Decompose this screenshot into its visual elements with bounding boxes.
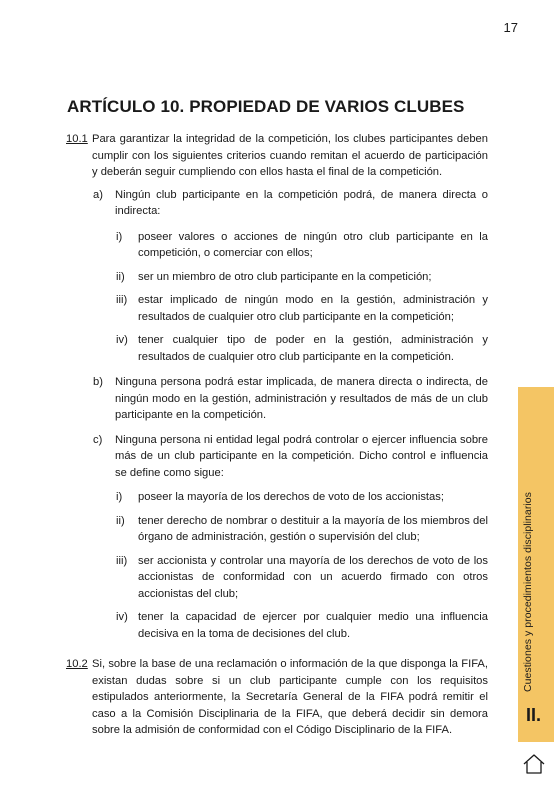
sub-item-number: i) <box>116 230 123 243</box>
list-item-c <box>66 432 488 482</box>
sub-item <box>66 489 488 506</box>
section-number: 10.1 <box>66 133 88 145</box>
sub-item-text: ser accionista y controlar una mayoría de los derechos de voto de los accionistas de conformidad con un acuerdo firmado con otros accionistas del club; <box>138 554 488 600</box>
sub-item-number: iii) <box>116 294 128 306</box>
sub-item-text: tener derecho de nombrar o destituir a la mayoría de los miembros del órgano de administración, gestión o supervisión del club; <box>138 514 488 543</box>
chapter-tab-label: Cuestiones y procedimientos disciplinarios <box>522 492 534 692</box>
page-number: 17 <box>503 20 518 35</box>
article-body <box>66 131 488 739</box>
sub-item-text: poseer valores o acciones de ningún otro club participante en la competición, o comerciar con ellos; <box>138 230 488 259</box>
sub-item <box>66 229 488 262</box>
list-item-a <box>66 187 488 220</box>
list-item-b <box>66 374 488 424</box>
sub-item-text: estar implicado de ningún modo en la gestión, administración y resultados de cualquier otro club participante en la competición; <box>138 294 488 323</box>
sub-item-number: iii) <box>116 554 128 567</box>
sub-item-number: ii) <box>116 514 125 527</box>
sub-item-text: ser un miembro de otro club participante en la competición; <box>138 270 432 283</box>
item-letter: b) <box>93 376 103 388</box>
sub-item <box>66 292 488 325</box>
sub-item <box>66 332 488 365</box>
sub-item-number: iv) <box>116 334 128 346</box>
sub-item <box>66 553 488 603</box>
chapter-side-tab[interactable] <box>518 387 554 742</box>
sub-item-text: poseer la mayoría de los derechos de voto de los accionistas; <box>138 491 444 503</box>
page-title: ARTÍCULO 10. PROPIEDAD DE VARIOS CLUBES <box>67 97 465 116</box>
sub-item-number: iv) <box>116 611 128 623</box>
chapter-number: II. <box>526 705 542 725</box>
sub-item <box>66 513 488 546</box>
sub-item <box>66 269 488 286</box>
item-text: Ninguna persona ni entidad legal podrá controlar o ejercer influencia sobre más de un club participante en la competición. Dicho control e influencia se define como sigue: <box>115 433 488 479</box>
sub-item-number: ii) <box>116 270 125 283</box>
section-number: 10.2 <box>66 658 88 670</box>
sub-item-number: i) <box>116 491 123 503</box>
home-icon[interactable] <box>522 752 546 776</box>
sub-item-text: tener cualquier tipo de poder en la gestión, administración y resultados de cualquier otro club participante en la competición. <box>138 334 488 363</box>
item-text: Ninguna persona podrá estar implicada, de manera directa o indirecta, de ningún modo en la gestión, administración y resultados de más de un club participante en la competición. <box>115 376 488 421</box>
sub-item-text: tener la capacidad de ejercer por cualquier medio una influencia decisiva en la toma de decisiones del club. <box>138 611 488 640</box>
item-text: Ningún club participante en la competición podrá, de manera directa o indirecta: <box>115 188 488 217</box>
item-letter: c) <box>93 433 103 446</box>
section-text: Para garantizar la integridad de la competición, los clubes participantes deben cumplir con los siguientes criterios cuando remitan el acuerdo de participación y deberán seguir cumpliendo con ellos hasta el final de la competición. <box>92 133 488 178</box>
section-10-2 <box>66 656 488 739</box>
item-letter: a) <box>93 188 103 201</box>
sub-item <box>66 609 488 642</box>
section-text: Si, sobre la base de una reclamación o información de la que disponga la FIFA, existan dudas sobre si un club participante cumple con los requisitos estipulados anteriormente, la Secretaría General de la FIFA podrá remitir el caso a la Comisión Disciplinaria de la FIFA, que deberá decidir sin demora sobre la admisión de conformidad con el Código Disciplinario de la FIFA. <box>92 658 488 736</box>
section-10-1 <box>66 131 488 181</box>
